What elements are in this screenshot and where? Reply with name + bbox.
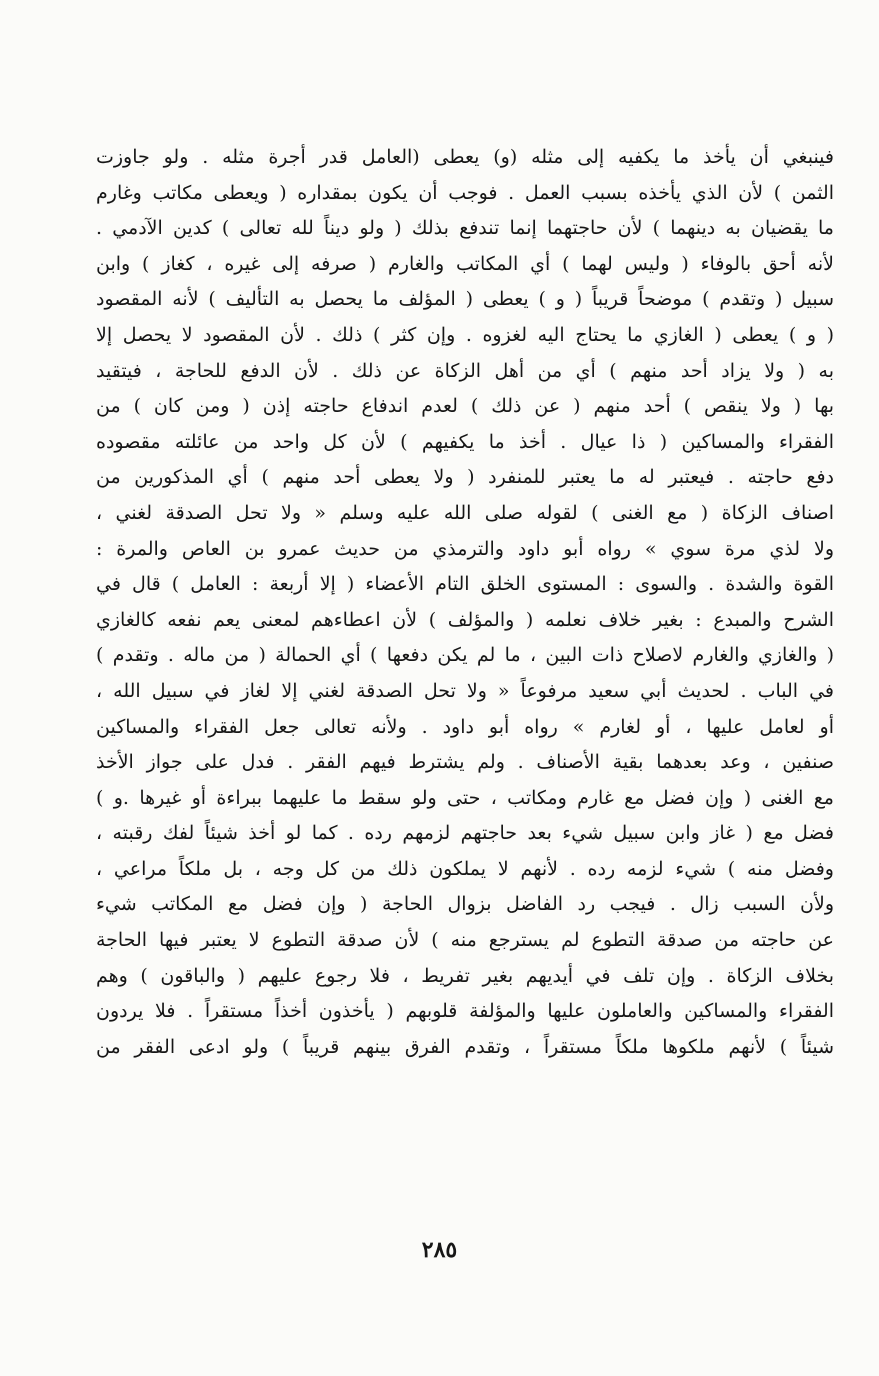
text-line: شيئاً ) لأنهم ملكوها ملكاً مستقراً ، وتقدم الفرق بينهم قريباً ) ولو ادعى الفقر من [96,1035,834,1058]
text-line: الفقراء والمساكين والعاملون عليها والمؤلفة قلوبهم ( يأخذون أخذاً مستقراً . فلا يردون [96,1000,834,1023]
text-line: صنفين ، وعد بعدهما بقية الأصناف . ولم يشترط فيهم الفقر . فدل على جواز الأخذ [96,751,834,774]
text-line: فينبغي أن يأخذ ما يكفيه إلى مثله (و) يعطى (العامل قدر أجرة مثله . ولو جاوزت [96,146,834,168]
text-line: عن حاجته من صدقة التطوع لم يسترجع منه ) لأن صدقة التطوع لا يعتبر فيها الحاجة [96,929,834,952]
text-line: أو لعامل عليها ، أو لغارم » رواه أبو داود . ولأنه تعالى جعل الفقراء والمساكين [96,715,834,738]
text-line: بها ( ولا ينقص ) أحد منهم ( عن ذلك ) لعدم اندفاع حاجته إذن ( ومن كان ) من [96,395,834,418]
text-line: سبيل ( وتقدم ) موضحاً قريباً ( و ) يعطى ( المؤلف ما يحصل به التأليف ) لأنه المقصود [96,288,834,311]
text-line: اصناف الزكاة ( مع الغنى ) لقوله صلى الله عليه وسلم « ولا تحل الصدقة لغني ، [96,501,834,524]
text-line: الشرح والمبدع : بغير خلاف نعلمه ( والمؤلف ) لأن اعطاءهم لمعنى يعم نفعه كالغازي [96,608,834,631]
text-line: وفضل منه ) شيء لزمه رده . لأنهم لا يملكون ذلك من كل وجه ، بل ملكاً مراعي ، [96,857,834,880]
text-line: ولا لذي مرة سوي » رواه أبو داود والترمذي من حديث عمرو بن العاص والمرة : [96,537,834,560]
text-line: القوة والشدة . والسوى : المستوى الخلق التام الأعضاء ( إلا أربعة : العامل ) قال في [96,573,834,596]
text-line: لأنه أحق بالوفاء ( وليس لهما ) أي المكاتب والغارم ( صرفه إلى غيره ، كغاز ) وابن [96,252,834,275]
text-line: دفع حاجته . فيعتبر له ما يعتبر للمنفرد ( ولا يعطى أحد منهم ) أي المذكورين من [96,466,834,489]
page-number: ٢٨٥ [421,1237,458,1263]
text-line: ما يقضيان به دينهما ) لأن حاجتهما إنما تندفع بذلك ( ولو ديناً لله تعالى ) كدين الآدمي . [96,217,834,240]
text-line: مع الغنى ( وإن فضل مع غارم ومكاتب ، حتى ولو سقط ما عليهما ببراءة أو غيرها .و ) [96,786,834,809]
text-line: بخلاف الزكاة . وإن تلف في أيديهم بغير تفريط ، فلا رجوع عليهم ( والباقون ) وهم [96,964,834,987]
text-line: الفقراء والمساكين ( ذا عيال . أخذ ما يكفيهم ) لأن كل واحد من عائلته مقصوده [96,430,834,453]
text-line: به ( ولا يزاد أحد منهم ) أي من أهل الزكاة عن ذلك . لأن الدفع للحاجة ، فيتقيد [96,359,834,382]
text-line: في الباب . لحديث أبي سعيد مرفوعاً « ولا تحل الصدقة لغني إلا لغاز في سبيل الله ، [96,679,834,702]
text-line: ( و ) يعطى ( الغازي ما يحتاج اليه لغزوه . وإن كثر ) ذلك . لأن المقصود لا يحصل إلا [96,323,834,346]
body-text [96,140,834,1065]
text-line: ولأن السبب زال . فيجب رد الفاضل بزوال الحاجة ( وإن فضل مع المكاتب شيء [96,893,834,916]
text-line: ( والغازي والغارم لاصلاح ذات البين ، ما لم يكن دفعها ) أي الحمالة ( من ماله . وتقدم ) [96,644,834,667]
text-line: الثمن ) لأن الذي يأخذه بسبب العمل . فوجب أن يكون بمقداره ( ويعطى مكاتب وغارم [96,181,834,204]
text-line: فضل مع ( غاز وابن سبيل شيء بعد حاجتهم لزمهم رده . كما لو أخذ شيئاً لفك رقبته ، [96,822,834,845]
